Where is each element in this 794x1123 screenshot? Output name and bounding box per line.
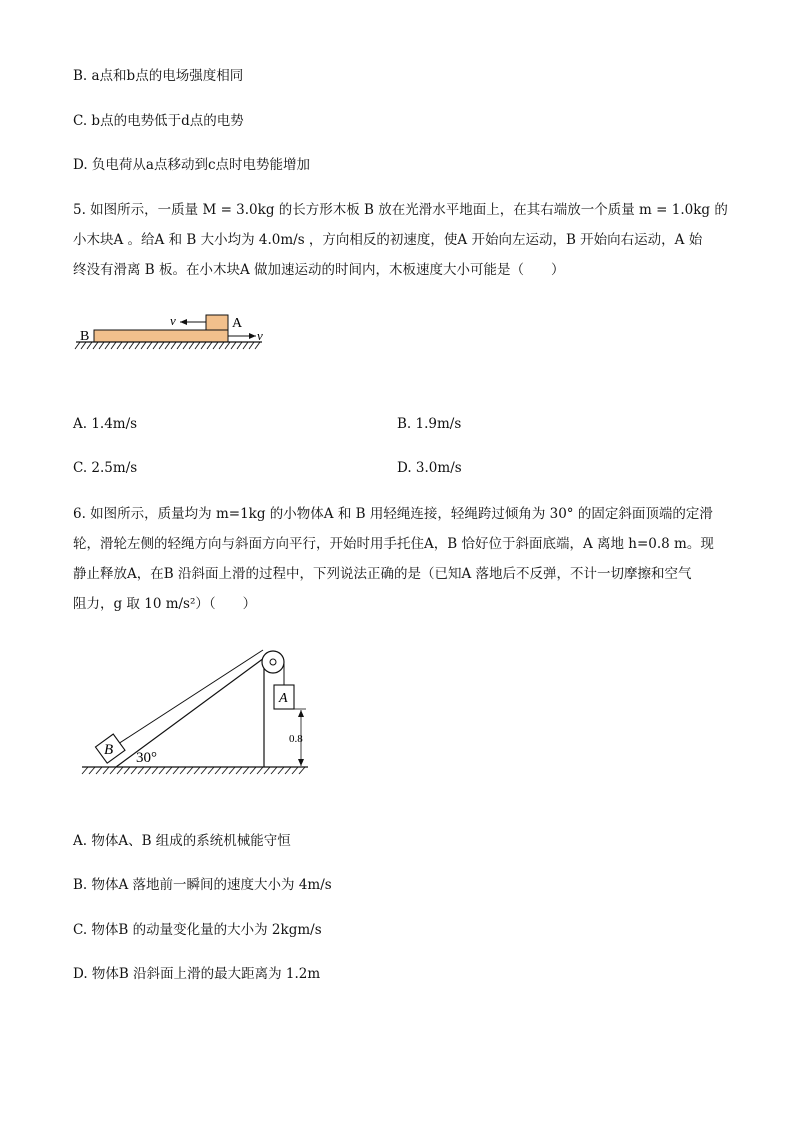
- question-5-stem: [73, 195, 728, 285]
- q5-option-d: D. 3.0m/s: [397, 460, 462, 476]
- question-5-figure: [70, 305, 270, 355]
- prev-option-d: D. 负电荷从a点移动到c点时电势能增加: [73, 157, 311, 173]
- question-5-line: 小木块A 。给A 和 B 大小均为 4.0m/s ，方向相反的初速度，使A 开始向左运动，B 开始向右运动，A 始: [73, 232, 703, 248]
- ground-hatch: [75, 342, 260, 349]
- rope-incline: [118, 650, 263, 744]
- board-b: [94, 330, 228, 342]
- prev-option-b: B. a点和b点的电场强度相同: [73, 68, 244, 84]
- q6-option-a: A. 物体A、B 组成的系统机械能守恒: [73, 833, 291, 849]
- arrowhead-left: [180, 319, 187, 325]
- height-label: 0.8: [289, 733, 303, 745]
- question-6-stem: [73, 499, 723, 619]
- question-5-line: 终没有滑离 B 板。在小木块A 做加速运动的时间内，木板速度大小可能是（ ）: [73, 262, 565, 278]
- q6-option-d: D. 物体B 沿斜面上滑的最大距离为 1.2m: [73, 966, 321, 982]
- question-6-line: 6. 如图所示，质量均为 m=1kg 的小物体A 和 B 用轻绳连接，轻绳跨过倾角为 30° 的固定斜面顶端的定滑: [73, 506, 713, 522]
- label-b: B: [104, 742, 114, 758]
- label-b: B: [80, 329, 90, 344]
- prev-option-c: C. b点的电势低于d点的电势: [73, 113, 244, 129]
- label-v-left: v: [170, 313, 176, 328]
- label-a: A: [232, 316, 243, 331]
- q5-option-c: C. 2.5m/s: [73, 460, 138, 476]
- ground-hatch: [82, 767, 305, 774]
- angle-label: 30°: [136, 750, 157, 766]
- question-6-figure: [78, 640, 318, 780]
- label-v-right: v: [257, 328, 263, 343]
- q6-option-b: B. 物体A 落地前一瞬间的速度大小为 4m/s: [73, 877, 332, 893]
- height-arrow-bottom: [298, 759, 304, 766]
- question-6-line: 轮，滑轮左侧的轻绳方向与斜面方向平行，开始时用手托住A，B 恰好位于斜面底端，A 离地 h=0.8 m。现: [73, 536, 714, 552]
- question-6-line: 阻力，g 取 10 m/s²）（ ）: [73, 596, 257, 612]
- label-a: A: [279, 691, 288, 706]
- question-6-line: 静止释放A，在B 沿斜面上滑的过程中，下列说法正确的是（已知A 落地后不反弹，不计一切摩擦和空气: [73, 566, 692, 582]
- q6-option-c: C. 物体B 的动量变化量的大小为 2kgm/s: [73, 922, 322, 938]
- q5-option-b: B. 1.9m/s: [397, 416, 462, 432]
- pulley-axle: [270, 659, 276, 665]
- q5-option-a: A. 1.4m/s: [73, 416, 138, 432]
- height-arrow-top: [298, 710, 304, 717]
- block-a: [206, 315, 228, 330]
- question-5-line: 5. 如图所示，一质量 M = 3.0kg 的长方形木板 B 放在光滑水平地面上，在其右端放一个质量 m = 1.0kg 的: [73, 202, 728, 218]
- arrowhead-right: [249, 333, 256, 339]
